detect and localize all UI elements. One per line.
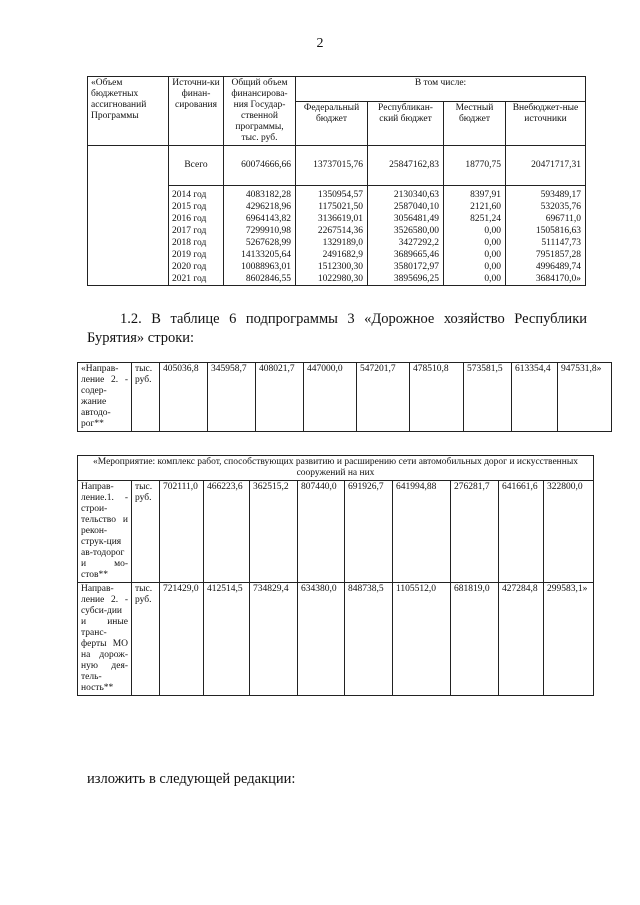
- cell: 734829,4: [250, 583, 298, 696]
- cell: 8397,91: [444, 186, 506, 202]
- cell: 3684170,0»: [506, 273, 586, 286]
- cell: 2130340,63: [368, 186, 444, 202]
- cell: 511147,73: [506, 237, 586, 249]
- row-label: Всего: [169, 146, 224, 186]
- table-header-row: [78, 456, 594, 481]
- cell: 634380,0: [298, 583, 345, 696]
- cell: 3427292,2: [368, 237, 444, 249]
- cell: 3136619,01: [296, 213, 368, 225]
- cell: 0,00: [444, 237, 506, 249]
- cell: 60074666,66: [224, 146, 296, 186]
- cell: 3526580,00: [368, 225, 444, 237]
- sub-header: Местный бюджет: [444, 101, 506, 145]
- cell: 4083182,28: [224, 186, 296, 202]
- cell: 14133205,64: [224, 249, 296, 261]
- cell: 1505816,63: [506, 225, 586, 237]
- cell: 547201,7: [357, 363, 410, 432]
- road-construction-table: [77, 455, 594, 696]
- cell: 7951857,28: [506, 249, 586, 261]
- cell: 702111,0: [160, 481, 204, 583]
- paragraph-closing: изложить в следующей редакции:: [87, 771, 296, 787]
- sub-header: Внебюджет-ные источники: [506, 101, 586, 145]
- cell: 3580172,97: [368, 261, 444, 273]
- sub-header: Федеральный бюджет: [296, 101, 368, 145]
- cell: 2491682,9: [296, 249, 368, 261]
- cell: 322800,0: [544, 481, 594, 583]
- cell: 613354,4: [512, 363, 558, 432]
- cell: 405036,8: [160, 363, 208, 432]
- road-maintenance-table: [77, 362, 612, 432]
- cell: 0,00: [444, 225, 506, 237]
- cell: 478510,8: [410, 363, 464, 432]
- cell: 299583,1»: [544, 583, 594, 696]
- cell: 3895696,25: [368, 273, 444, 286]
- cell: 1105512,0: [393, 583, 451, 696]
- cell: 3056481,49: [368, 213, 444, 225]
- total-row: [88, 146, 586, 186]
- cell: 696711,0: [506, 213, 586, 225]
- cell: 532035,76: [506, 201, 586, 213]
- fin-header: Источни-ки финан-сирования: [169, 77, 224, 146]
- cell: 641994,88: [393, 481, 451, 583]
- cell: 20471717,31: [506, 146, 586, 186]
- activity-header: «Мероприятие: комплекс работ, способствующих развитию и расширению сети автомобильных дорог и искусственных сооружений на них: [78, 456, 594, 481]
- cell: 721429,0: [160, 583, 204, 696]
- cell: 593489,17: [506, 186, 586, 202]
- page-number: 2: [316, 36, 324, 51]
- unit-cell: тыс. руб.: [132, 363, 160, 432]
- unit-cell: тыс. руб.: [132, 583, 160, 696]
- row-label: 2017 год: [169, 225, 224, 237]
- cell: 2267514,36: [296, 225, 368, 237]
- row-label: 2015 год: [169, 201, 224, 213]
- cell: 1350954,57: [296, 186, 368, 202]
- cell: 573581,5: [464, 363, 512, 432]
- cell: 2121,60: [444, 201, 506, 213]
- sub-header: Республикан-ский бюджет: [368, 101, 444, 145]
- cell: 8251,24: [444, 213, 506, 225]
- cell: 345958,7: [208, 363, 256, 432]
- cell: 848738,5: [345, 583, 393, 696]
- row-label: 2014 год: [169, 186, 224, 202]
- row-label: Направ-ление.1. - строи-тельство и рекон-струк-ция ав-тодорог и мо-стов**: [78, 481, 132, 583]
- cell: 641661,6: [499, 481, 544, 583]
- row-label: 2018 год: [169, 237, 224, 249]
- cell: 4996489,74: [506, 261, 586, 273]
- row-label: 2019 год: [169, 249, 224, 261]
- unit-cell: тыс. руб.: [132, 481, 160, 583]
- cell: 362515,2: [250, 481, 298, 583]
- cell: 412514,5: [204, 583, 250, 696]
- row-label: 2020 год: [169, 261, 224, 273]
- cell: 681819,0: [451, 583, 499, 696]
- cell: 408021,7: [256, 363, 304, 432]
- blank-cell: [88, 146, 169, 286]
- row-label: «Направ-ление 2. - содер-жание автодо-рог**: [78, 363, 132, 432]
- cell: 947531,8»: [558, 363, 612, 432]
- cell: 8602846,55: [224, 273, 296, 286]
- cell: 1175021,50: [296, 201, 368, 213]
- cell: 25847162,83: [368, 146, 444, 186]
- cell: 13737015,76: [296, 146, 368, 186]
- cell: 1329189,0: [296, 237, 368, 249]
- cell: 0,00: [444, 249, 506, 261]
- cell: 807440,0: [298, 481, 345, 583]
- budget-table: [87, 76, 586, 286]
- table-row: [78, 583, 594, 696]
- cell: 6964143,82: [224, 213, 296, 225]
- cell: 1022980,30: [296, 273, 368, 286]
- row-label: 2016 год: [169, 213, 224, 225]
- cell: 447000,0: [304, 363, 357, 432]
- cell: 276281,7: [451, 481, 499, 583]
- cell: 427284,8: [499, 583, 544, 696]
- row-label: Направ-ление 2. - субси-дии и иные транс-ферты МО на дорож-ную дея-тель-ность**: [78, 583, 132, 696]
- cell: 691926,7: [345, 481, 393, 583]
- cell: 2587040,10: [368, 201, 444, 213]
- cell: 466223,6: [204, 481, 250, 583]
- source-header: «Объем бюджетных ассигнований Программы: [88, 77, 169, 146]
- cell: 7299910,98: [224, 225, 296, 237]
- table-row: [78, 363, 612, 432]
- incl-header: В том числе:: [296, 77, 586, 102]
- cell: 3689665,46: [368, 249, 444, 261]
- cell: 4296218,96: [224, 201, 296, 213]
- total-header: Общий объем финансирова-ния Государ-ственной программы, тыс. руб.: [224, 77, 296, 146]
- cell: 1512300,30: [296, 261, 368, 273]
- table-row: [78, 481, 594, 583]
- cell: 18770,75: [444, 146, 506, 186]
- row-label: 2021 год: [169, 273, 224, 286]
- cell: 10088963,01: [224, 261, 296, 273]
- paragraph-intro: 1.2. В таблице 6 подпрограммы 3 «Дорожное хозяйство Республики Бурятия» строки:: [87, 311, 587, 346]
- cell: 0,00: [444, 273, 506, 286]
- cell: 0,00: [444, 261, 506, 273]
- cell: 5267628,99: [224, 237, 296, 249]
